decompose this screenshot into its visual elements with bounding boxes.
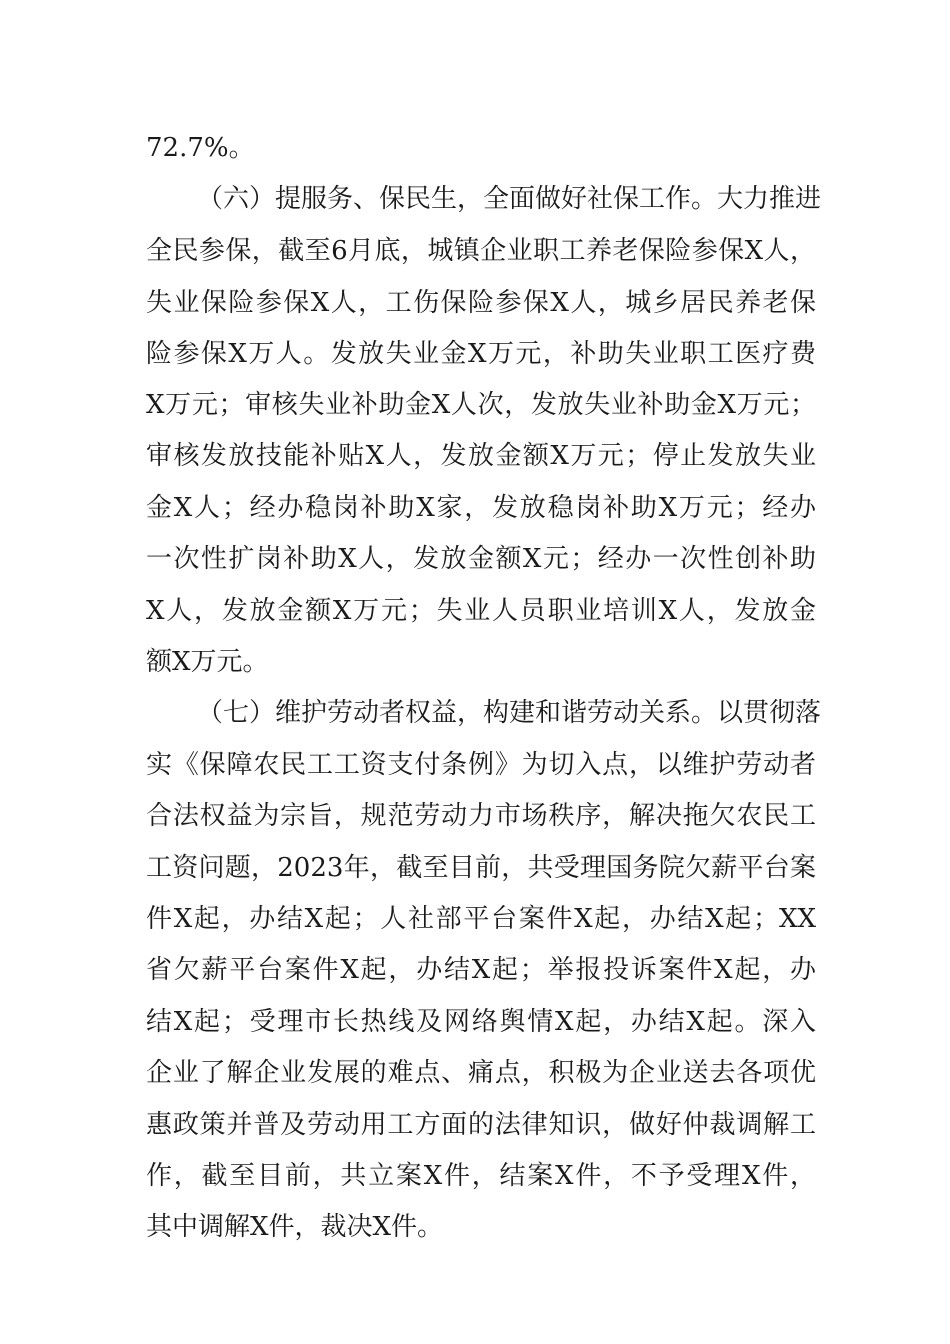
text-line: 72.7%。 [146,133,255,163]
text-line: 失业保险参保X人，工伤保险参保X人，城乡居民养老保 [146,288,816,318]
text-line: 企业了解企业发展的难点、痛点，积极为企业送去各项优 [146,1058,816,1088]
text-line: 工资问题，2023年，截至目前，共受理国务院欠薪平台案 [146,853,816,883]
text-line: 作，截至目前，共立案X件，结案X件，不予受理X件， [146,1161,816,1191]
text-line: 额X万元。 [146,647,269,677]
text-line: X人，发放金额X万元；失业人员职业培训X人，发放金 [146,596,816,626]
text-line: 险参保X万人。发放失业金X万元，补助失业职工医疗费 [146,339,816,369]
text-line: 件X起，办结X起；人社部平台案件X起，办结X起；XX [146,904,816,934]
section-heading-line: （七）维护劳动者权益，构建和谐劳动关系。以贯彻落 [197,698,822,728]
text-line: 惠政策并普及劳动用工方面的法律知识，做好仲裁调解工 [146,1110,816,1140]
section-heading-line: （六）提服务、保民生，全面做好社保工作。大力推进 [197,184,822,214]
text-line: 省欠薪平台案件X起，办结X起；举报投诉案件X起，办 [146,955,816,985]
text-line: 全民参保，截至6月底，城镇企业职工养老保险参保X人， [146,236,816,266]
text-line: 审核发放技能补贴X人，发放金额X万元；停止发放失业 [146,441,816,471]
text-line: 一次性扩岗补助X人，发放金额X元；经办一次性创补助 [146,544,816,574]
text-line: 实《保障农民工工资支付条例》为切入点，以维护劳动者 [146,750,816,780]
text-line: 金X人；经办稳岗补助X家，发放稳岗补助X万元；经办 [146,493,816,523]
text-line: 结X起；受理市长热线及网络舆情X起，办结X起。深入 [146,1007,816,1037]
text-line: 其中调解X件，裁决X件。 [146,1212,444,1242]
text-line: X万元；审核失业补助金X人次，发放失业补助金X万元； [146,390,816,420]
text-line: 合法权益为宗旨，规范劳动力市场秩序，解决拖欠农民工 [146,801,816,831]
